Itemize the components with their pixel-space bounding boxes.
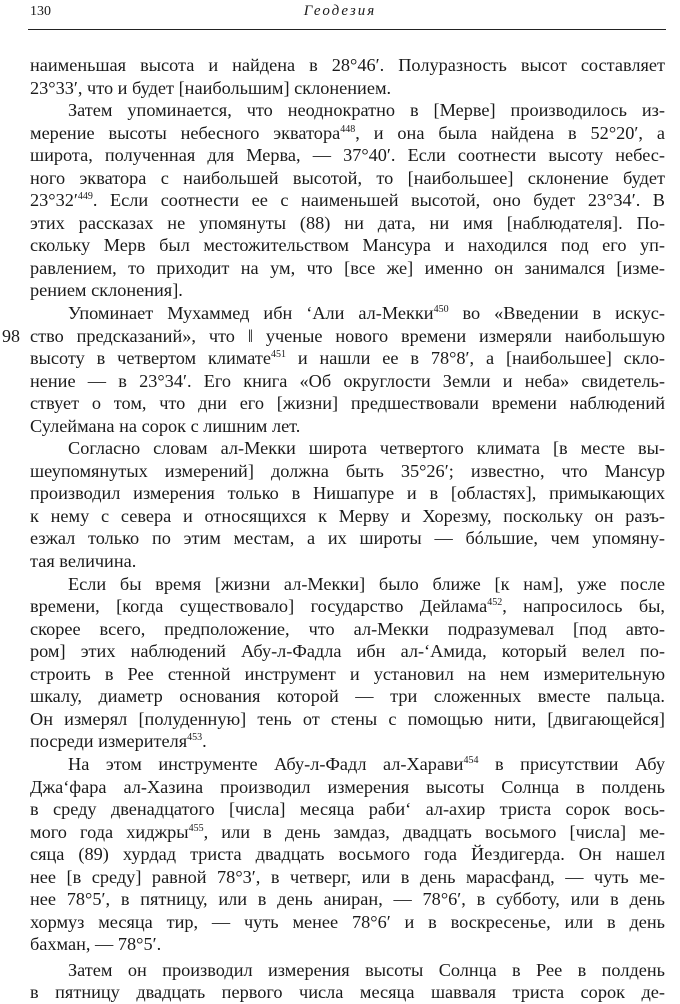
- text-line: [30, 392, 665, 415]
- text-segment: Сулеймана на сорок с лишним лет.: [30, 415, 301, 436]
- footnote-reference: 451: [270, 349, 286, 361]
- text-segment: сяца (89) хурдад триста двадцать восьмого года Йездигерда. Он нашел: [30, 844, 665, 865]
- text-line: [30, 640, 665, 663]
- text-segment: Затем упоминается, что неоднократно в [Мерве] производилось из-: [68, 100, 665, 121]
- text-segment: широта, полученная для Мерва, — 37°40′. Если соотнести высоту небес-: [30, 145, 665, 166]
- text-line: [30, 866, 665, 889]
- text-line: [30, 527, 665, 550]
- text-line: [30, 776, 665, 799]
- text-segment: бахман, — 78°5′.: [30, 934, 162, 955]
- text-segment: ром] этих наблюдений Абу-л-Фадла ибн ал-‘Амида, который велел по-: [30, 641, 665, 662]
- text-line: [30, 730, 665, 753]
- text-segment: посреди измерителя: [30, 731, 188, 752]
- text-segment: и нашли ее в 78°8′, а [наибольшее] скло-: [285, 348, 665, 369]
- text-segment: , напросилось бы,: [502, 596, 665, 617]
- text-segment: к нему с севера и относящихся к Мерву и Хорезму, поскольку он разъ-: [30, 505, 665, 526]
- text-line: [30, 77, 665, 100]
- text-segment: шкалу, диаметр основания которой — три сложенных вместе пальца.: [30, 686, 665, 707]
- paragraph: [30, 959, 665, 1004]
- paragraph: [30, 437, 665, 572]
- text-line: [30, 99, 665, 122]
- text-line: [30, 595, 665, 618]
- footnote-reference: 449: [77, 191, 93, 203]
- running-title: Геодезия: [303, 3, 377, 19]
- paragraph: [30, 753, 665, 956]
- footnote-reference: 455: [188, 822, 204, 834]
- text-line: [30, 821, 665, 844]
- text-line: [30, 415, 665, 438]
- text-segment: в среду двенадцатого [числа] месяца раби‘ ал-ахир триста сорок вось-: [30, 799, 665, 820]
- text-segment: скольку Мерв был местожительством Мансура и находился под его уп-: [30, 235, 665, 256]
- text-segment: производил измерения только в Нишапуре и в [областях], примыкающих: [30, 483, 665, 504]
- footnote-reference: 453: [187, 732, 203, 744]
- page-body: [2, 54, 666, 1004]
- text-segment: в присутствии Абу: [478, 753, 665, 774]
- paragraph: [30, 99, 665, 302]
- text-segment: времени, [когда существовало] государство Дейлама: [30, 596, 488, 617]
- text-line: [30, 981, 665, 1004]
- text-line: [30, 482, 665, 505]
- text-segment: ного экватора с наибольшей высотой, то [наибольшее] склонение будет: [30, 167, 665, 188]
- text-line: [30, 279, 665, 302]
- footnote-reference: 454: [463, 754, 479, 766]
- text-segment: шеупомянутых измерений] должна быть 35°26′; известно, что Мансур: [30, 460, 665, 481]
- text-segment: тая величина.: [30, 551, 137, 572]
- page-number: 130: [30, 4, 51, 19]
- text-line: [30, 54, 665, 77]
- text-line: [30, 370, 665, 393]
- text-segment: нее 78°5′, в пятницу, или в день аниран, — 78°6′, в субботу, или в день: [30, 889, 665, 910]
- text-segment: высоту в четвертом климате: [30, 348, 271, 369]
- text-segment: нение — в 23°34′. Его книга «Об округлости Земли и неба» свидетель-: [30, 370, 665, 391]
- text-segment: этих рассказах не упомянуты (88) ни дата, ни имя [наблюдателя]. По-: [30, 212, 665, 233]
- text-line: [30, 189, 665, 212]
- text-segment: мого года хиджры: [30, 821, 189, 842]
- text-line: [30, 843, 665, 866]
- text-line: [30, 437, 665, 460]
- paragraph: [30, 573, 665, 753]
- text-segment: скорее всего, предположение, что ал-Мекки подразумевал [под авто-: [30, 618, 665, 639]
- text-line: [30, 933, 665, 956]
- text-segment: езжал только по этим местам, а их широты — бóльшие, чем упомяну-: [30, 528, 665, 549]
- text-segment: строить в Рее стенной инструмент и установил на нем измерительную: [30, 663, 665, 684]
- paragraph: [30, 54, 665, 99]
- text-line: [30, 460, 665, 483]
- footnote-reference: 452: [487, 597, 503, 609]
- text-line: [30, 347, 665, 370]
- text-segment: Затем он производил измерения высоты Солнца в Рее в полдень: [68, 959, 665, 980]
- text-line: [30, 573, 665, 596]
- text-line: [30, 505, 665, 528]
- footnote-reference: 450: [433, 304, 449, 316]
- text-segment: Согласно словам ал-Мекки широта четвертого климата [в месте вы-: [68, 438, 665, 459]
- text-segment: Упоминает Мухаммед ибн ‘Али ал-Мекки: [68, 303, 434, 324]
- text-line: [30, 708, 665, 731]
- text-line: [30, 685, 665, 708]
- text-line: [30, 663, 665, 686]
- text-segment: .: [202, 731, 207, 752]
- text-segment: 23°32′: [30, 190, 78, 211]
- text-segment: ство предсказаний», что ‖ ученые нового времени измеряли наибольшую: [30, 325, 665, 346]
- margin-page-marker: 98: [2, 325, 20, 346]
- text-segment: , или в день замдаз, двадцать восьмого [числа] ме-: [203, 821, 665, 842]
- text-segment: в пятницу двадцать первого числа месяца шавваля триста сорок де-: [30, 982, 665, 1003]
- text-segment: нее [в среду] равной 78°3′, в четверг, или в день марасфанд, — чуть ме-: [30, 866, 665, 887]
- text-line: [30, 798, 665, 821]
- text-line: [30, 911, 665, 934]
- header-rule: [28, 29, 666, 30]
- footnote-reference: 448: [340, 123, 356, 135]
- text-segment: 23°33′, что и будет [наибольшим] склонением.: [30, 77, 392, 98]
- text-segment: Джа‘фара ал-Хазина производил измерения высоты Солнца в полдень: [30, 776, 665, 797]
- text-segment: хормуз месяца тир, — чуть менее 78°6′ и в воскресенье, или в день: [30, 911, 665, 932]
- text-segment: Если бы время [жизни ал-Мекки] было ближе [к нам], уже после: [68, 573, 665, 594]
- text-line: [30, 888, 665, 911]
- text-line: [30, 959, 665, 982]
- text-line: [30, 167, 665, 190]
- text-line: [30, 302, 665, 325]
- text-line: [30, 257, 665, 280]
- text-segment: мерение высоты небесного экватора: [30, 122, 341, 143]
- text-segment: Он измерял [полуденную] тень от стены с помощью нити, [двигающейся]: [30, 708, 665, 729]
- text-segment: равлением, то приходит на ум, что [все же] именно он занимался [изме-: [30, 257, 665, 278]
- text-line: [30, 753, 665, 776]
- text-line: [2, 325, 665, 348]
- text-segment: наименьшая высота и найдена в 28°46′. Полуразность высот составляет: [30, 55, 665, 75]
- paragraph: [2, 302, 665, 437]
- text-line: [30, 212, 665, 235]
- text-segment: рением склонения].: [30, 280, 183, 301]
- text-segment: На этом инструменте Абу-л-Фадл ал-Харави: [68, 753, 464, 774]
- text-line: [30, 122, 665, 145]
- text-segment: . Если соотнести ее с наименьшей высотой, оно будет 23°34′. В: [92, 190, 665, 211]
- text-line: [30, 144, 665, 167]
- text-line: [30, 550, 665, 573]
- text-segment: , и она была найдена в 52°20′, а: [355, 122, 666, 143]
- text-segment: во «Введении в искус-: [448, 303, 665, 324]
- text-line: [30, 234, 665, 257]
- text-line: [30, 618, 665, 641]
- text-segment: ствует о том, что дни его [жизни] предшествовали времени наблюдений: [30, 393, 665, 414]
